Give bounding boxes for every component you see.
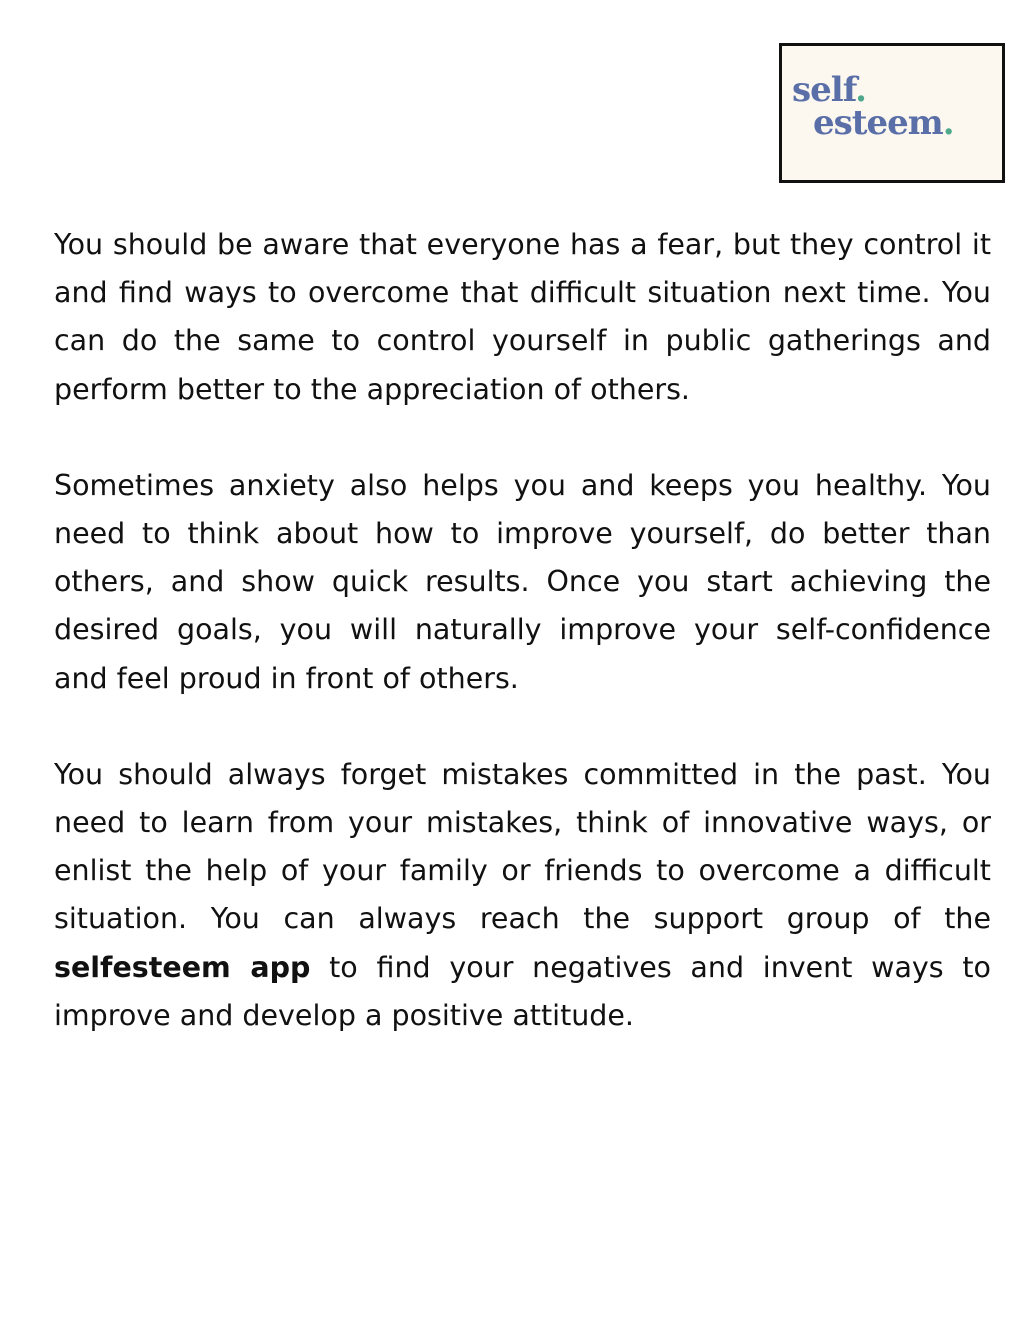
logo-dot: . [942, 103, 954, 143]
logo-word-esteem: esteem. [813, 103, 954, 143]
logo-dot: . [855, 70, 866, 110]
logo-word-self: self. [792, 70, 866, 110]
paragraph-1: You should be aware that everyone has a fear, but they control it and find ways to overcome that difficult situation next time. You can do the same to control yourself in public gatherings and perform better to the appreciation of others. [54, 228, 991, 406]
paragraph-2: Sometimes anxiety also helps you and keeps you healthy. You need to think about how to improve yourself, do better than others, and show quick results. Once you start achieving the desired goals, you will naturally improve your self-confidence and feel proud in front of others. [54, 468, 991, 695]
selfesteem-app-mention: selfesteem app [54, 950, 311, 984]
paragraph-3-start: You should always forget mistakes committed in the past. You need to learn from your mistakes, think of innovative ways, or enlist the help of your family or friends to overcome a difficult situation. You can always reach the support group of the [54, 757, 991, 936]
paragraph-3-end: to find your negatives and invent ways to improve and develop a positive attitude. [54, 950, 991, 1032]
article-body [54, 221, 991, 1040]
paragraph-3 [54, 751, 991, 1040]
selfesteem-logo [779, 43, 1005, 183]
